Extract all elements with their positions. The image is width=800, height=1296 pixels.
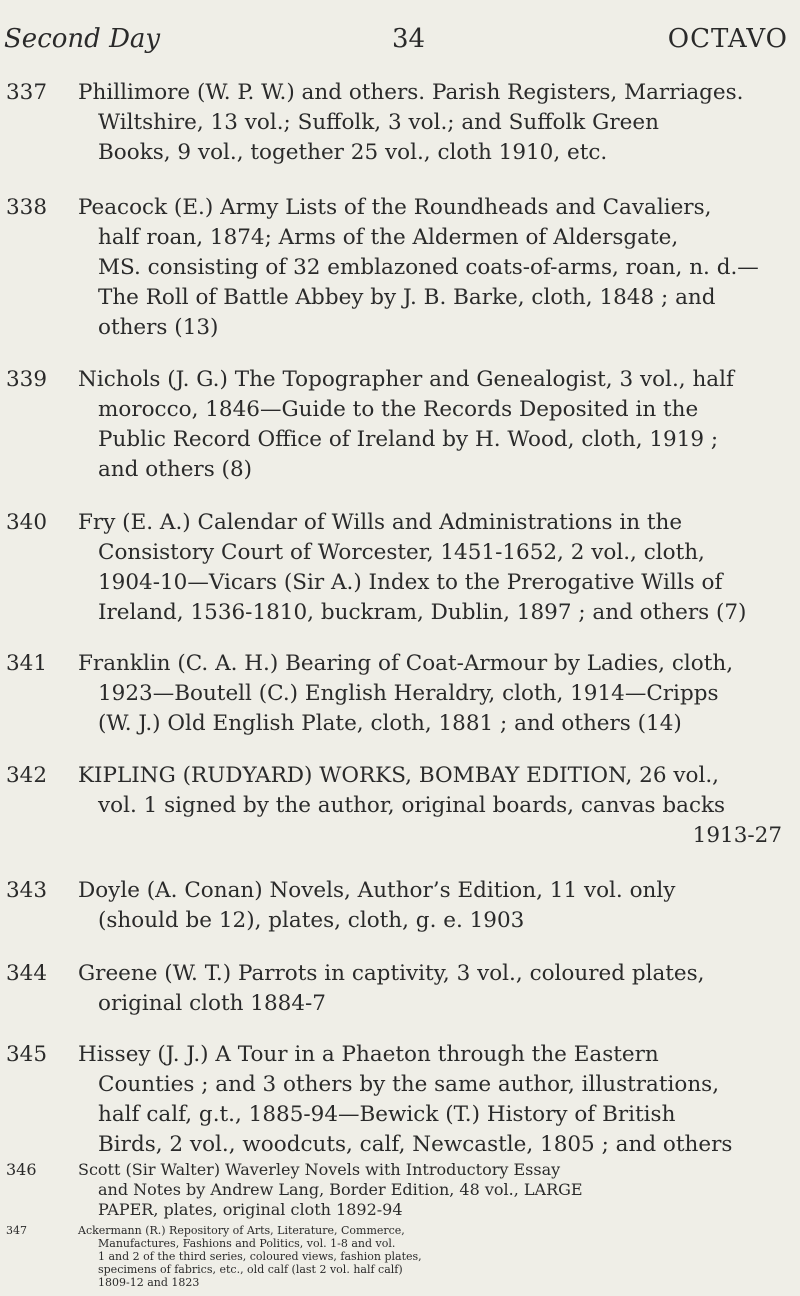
lot-description [78,365,782,485]
lot-line: Ackermann (R.) Repository of Arts, Literature, Commerce, [78,1224,405,1237]
lot-line: Consistory Court of Worcester, 1451-1652, 2 vol., cloth, [98,540,705,565]
lot-description [78,1160,782,1220]
lot-description [78,193,782,343]
lot-line: half roan, 1874; Arms of the Aldermen of Aldersgate, [98,225,679,250]
lot-line: Counties ; and 3 others by the same author, illustrations, [98,1072,720,1097]
lot-line: and others (8) [98,457,253,482]
lot-line: KIPLING (RUDYARD) WORKS, BOMBAY EDITION, 26 vol., [78,763,719,788]
page-header [4,24,788,60]
lot-line: Greene (W. T.) Parrots in captivity, 3 vol., coloured plates, [78,961,705,986]
lot-line: 1 and 2 of the third series, coloured views, fashion plates, [98,1250,422,1263]
lot-number: 343 [6,878,48,903]
lot-number: 341 [6,651,48,676]
lot-line: Scott (Sir Walter) Waverley Novels with Introductory Essay [78,1160,561,1179]
lot-description [78,649,782,739]
lot-line: Fry (E. A.) Calendar of Wills and Administrations in the [78,510,683,535]
lot-number: 345 [6,1042,48,1067]
header-section-title: Second Day [4,24,161,54]
lot-line: The Roll of Battle Abbey by J. B. Barke, cloth, 1848 ; and [98,285,716,310]
lot-line: and Notes by Andrew Lang, Border Edition, 48 vol., LARGE [98,1180,583,1199]
page-number: 34 [392,24,426,54]
lot-line: 1904-10—Vicars (Sir A.) Index to the Prerogative Wills of [98,570,723,595]
lot-description [78,876,782,936]
lot-line: 1923—Boutell (C.) English Heraldry, cloth, 1914—Cripps [98,681,719,706]
lot-line: (should be 12), plates, cloth, g. e. 1903 [98,908,525,933]
lot-line: Franklin (C. A. H.) Bearing of Coat-Armour by Ladies, cloth, [78,651,734,676]
lot-line: Peacock (E.) Army Lists of the Roundheads and Cavaliers, [78,195,712,220]
lot-line: PAPER, plates, original cloth 1892-94 [98,1200,403,1219]
lot-number: 340 [6,510,48,535]
lot-description [78,959,782,1019]
lot-line: morocco, 1846—Guide to the Records Deposited in the [98,397,699,422]
lot-line: Wiltshire, 13 vol.; Suffolk, 3 vol.; and Suffolk Green [98,110,659,135]
lot-line: MS. consisting of 32 emblazoned coats-of-arms, roan, n. d.— [98,255,759,280]
lot-line: Hissey (J. J.) A Tour in a Phaeton through the Eastern [78,1042,659,1067]
lot-number: 344 [6,961,48,986]
lot-line: Nichols (J. G.) The Topographer and Genealogist, 3 vol., half [78,367,734,392]
lot-number: 338 [6,195,48,220]
lot-line: vol. 1 signed by the author, original boards, canvas backs [98,793,726,818]
lot-date: 1913-27 [692,823,782,848]
lot-description [78,78,782,168]
lot-line: half calf, g.t., 1885-94—Bewick (T.) History of British [98,1102,676,1127]
lot-line: (W. J.) Old English Plate, cloth, 1881 ; and others (14) [98,711,682,736]
lot-line: Books, 9 vol., together 25 vol., cloth 1910, etc. [98,140,608,165]
lot-line: original cloth 1884-7 [98,991,326,1016]
lot-description [78,761,782,851]
lot-description [78,508,782,628]
lot-number: 342 [6,763,48,788]
lot-line: Phillimore (W. P. W.) and others. Parish Registers, Marriages. [78,80,744,105]
lot-number: 337 [6,80,48,105]
header-format: OCTAVO [667,24,788,54]
lot-description [78,1040,782,1160]
lot-description [78,1224,782,1289]
lot-line: Manufactures, Fashions and Politics, vol. 1-8 and vol. [98,1237,396,1250]
lot-line: 1809-12 and 1823 [98,1276,200,1289]
lot-line: Birds, 2 vol., woodcuts, calf, Newcastle, 1805 ; and others [98,1132,733,1157]
lot-line: Doyle (A. Conan) Novels, Author’s Edition, 11 vol. only [78,878,676,903]
lot-line: Ireland, 1536-1810, buckram, Dublin, 1897 ; and others (7) [98,600,747,625]
lot-number: 339 [6,367,48,392]
lot-number: 346 [6,1160,37,1179]
lot-line: specimens of fabrics, etc., old calf (last 2 vol. half calf) [98,1263,403,1276]
lot-line: others (13) [98,315,219,340]
lot-number: 347 [6,1224,27,1237]
lot-line: Public Record Office of Ireland by H. Wood, cloth, 1919 ; [98,427,719,452]
